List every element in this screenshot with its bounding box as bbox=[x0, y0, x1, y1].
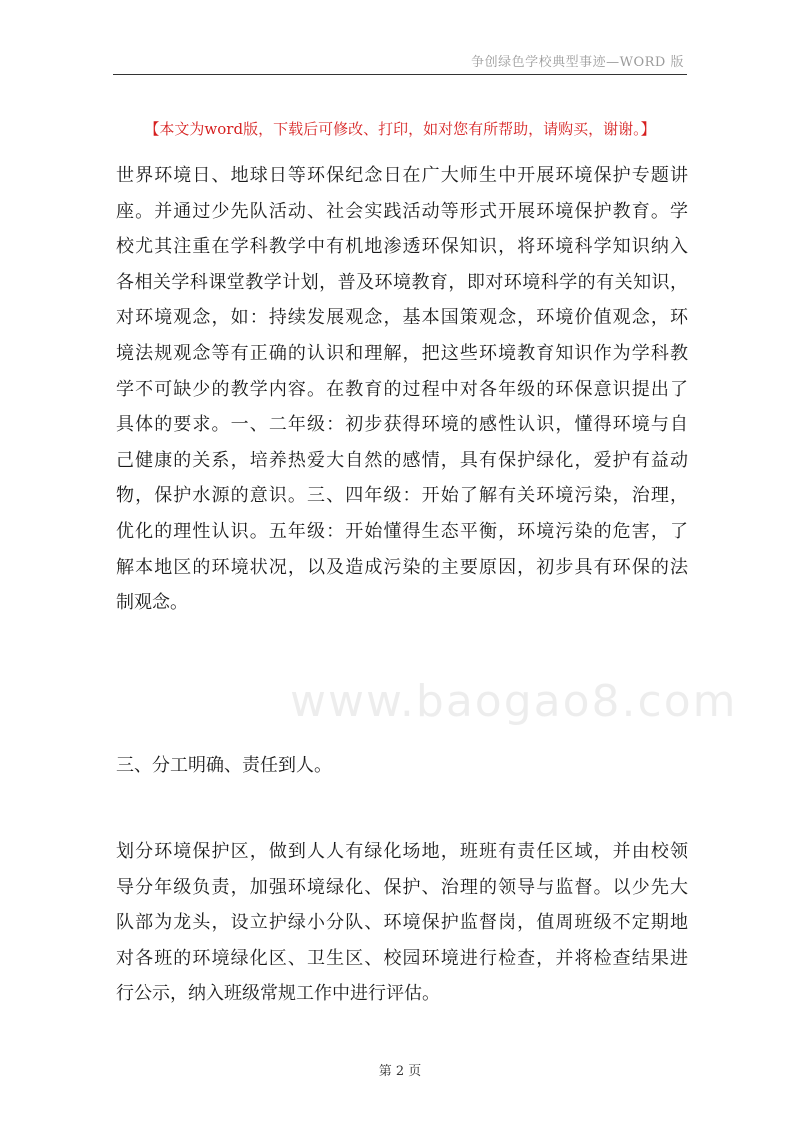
text-line: 物，保护水源的意识。三、四年级：开始了解有关环境污染，治理， bbox=[116, 485, 688, 507]
text-line: 各相关学科课堂教学计划，普及环境教育，即对环境科学的有关知识， bbox=[116, 271, 688, 293]
text-line: 对环境观念，如：持续发展观念，基本国策观念，环境价值观念，环 bbox=[116, 307, 688, 329]
text-line: 优化的理性认识。五年级：开始懂得生态平衡，环境污染的危害，了 bbox=[116, 520, 688, 542]
text-line: 具体的要求。一、二年级：初步获得环境的感性认识，懂得环境与自 bbox=[116, 414, 688, 436]
paragraph-environmental-education bbox=[116, 158, 688, 621]
document-header-title: 争创绿色学校典型事迹—WORD 版 bbox=[471, 55, 684, 70]
page-number: 第 2 页 bbox=[378, 1064, 422, 1079]
text-line: 己健康的关系，培养热爱大自然的感情，具有保护绿化，爱护有益动 bbox=[116, 449, 688, 471]
watermark: www.baogao8.com bbox=[290, 676, 738, 727]
text-line: 境法规观念等有正确的认识和理解，把这些环境教育知识作为学科教 bbox=[116, 342, 688, 364]
text-line: 校尤其注重在学科教学中有机地渗透环保知识，将环境科学知识纳入 bbox=[116, 236, 688, 258]
text-line: 制观念。 bbox=[116, 592, 188, 614]
text-line: 对各班的环境绿化区、卫生区、校园环境进行检查，并将检查结果进 bbox=[116, 947, 688, 969]
purchase-notice: 【本文为word版，下载后可修改、打印，如对您有所帮助，请购买，谢谢。】 bbox=[144, 120, 656, 138]
text-line: 划分环境保护区，做到人人有绿化场地，班班有责任区域，并由校领 bbox=[116, 841, 688, 862]
paragraph-responsibility bbox=[116, 834, 688, 1012]
section-heading-text: 三、分工明确、责任到人。 bbox=[116, 755, 332, 776]
text-line: 队部为龙头，设立护绿小分队、环境保护监督岗，值周班级不定期地 bbox=[116, 912, 688, 934]
text-line: 导分年级负责，加强环境绿化、保护、治理的领导与监督。以少先大 bbox=[116, 876, 688, 898]
text-line: 行公示，纳入班级常规工作中进行评估。 bbox=[116, 983, 440, 1005]
text-line: 世界环境日、地球日等环保纪念日在广大师生中开展环境保护专题讲 bbox=[116, 165, 688, 186]
text-line: 座。并通过少先队活动、社会实践活动等形式开展环境保护教育。学 bbox=[116, 200, 688, 222]
header-divider bbox=[113, 74, 687, 75]
text-line: 学不可缺少的教学内容。在教育的过程中对各年级的环保意识提出了 bbox=[116, 378, 688, 400]
text-line: 解本地区的环境状况，以及造成污染的主要原因，初步具有环保的法 bbox=[116, 556, 688, 578]
section-heading bbox=[116, 748, 688, 784]
